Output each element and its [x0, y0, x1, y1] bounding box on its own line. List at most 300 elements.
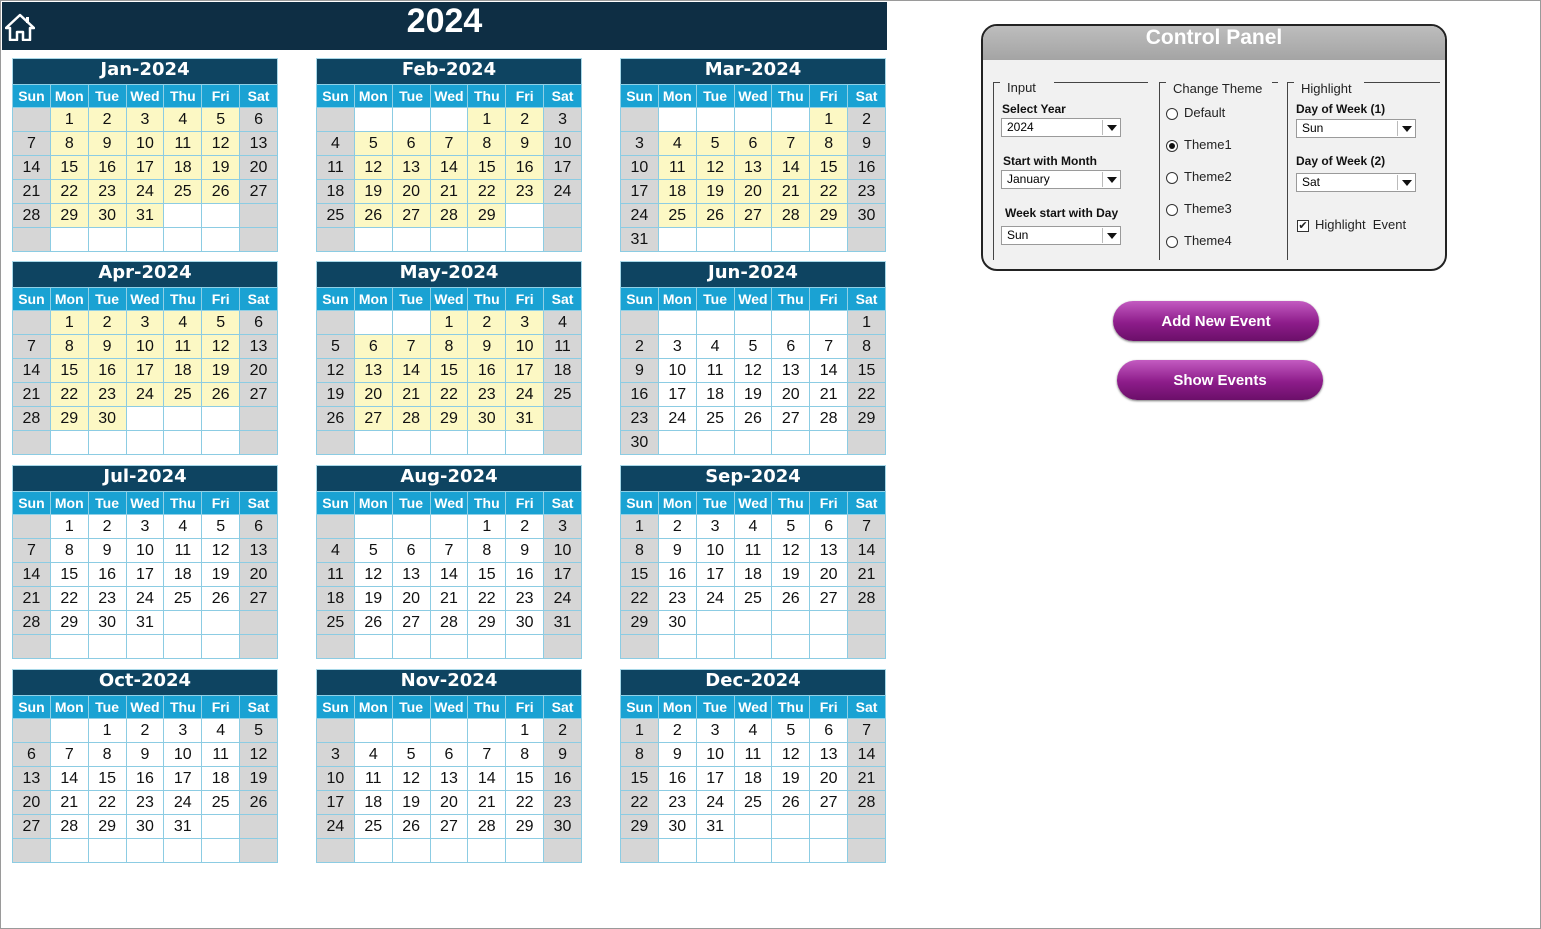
day-cell[interactable]: 16 — [126, 767, 164, 791]
day-cell[interactable]: 24 — [126, 180, 164, 204]
day-cell[interactable] — [772, 311, 810, 335]
start-month-dropdown[interactable] — [1001, 170, 1121, 189]
day-cell[interactable] — [696, 611, 734, 635]
day-cell[interactable]: 20 — [772, 383, 810, 407]
day-cell[interactable] — [392, 515, 430, 539]
day-cell[interactable]: 3 — [126, 311, 164, 335]
day-cell[interactable]: 28 — [430, 204, 468, 228]
day-cell[interactable] — [164, 204, 202, 228]
day-cell[interactable]: 4 — [544, 311, 582, 335]
day-cell[interactable]: 23 — [126, 791, 164, 815]
home-icon[interactable] — [5, 13, 35, 41]
day-cell[interactable] — [810, 228, 848, 252]
day-cell[interactable]: 8 — [848, 335, 886, 359]
day-cell[interactable]: 9 — [88, 335, 126, 359]
day-cell[interactable]: 8 — [88, 743, 126, 767]
day-cell[interactable] — [848, 839, 886, 863]
day-cell[interactable]: 8 — [50, 539, 88, 563]
day-cell[interactable]: 14 — [13, 563, 51, 587]
day-cell[interactable]: 20 — [13, 791, 51, 815]
day-cell[interactable]: 12 — [772, 539, 810, 563]
day-cell[interactable]: 13 — [810, 743, 848, 767]
day-cell[interactable]: 23 — [621, 407, 659, 431]
day-cell[interactable]: 23 — [544, 791, 582, 815]
radio-circle-icon[interactable] — [1166, 108, 1178, 120]
day-cell[interactable]: 29 — [50, 407, 88, 431]
day-cell[interactable]: 30 — [126, 815, 164, 839]
theme-radio[interactable] — [1166, 169, 1232, 184]
day-cell[interactable]: 5 — [354, 539, 392, 563]
day-cell[interactable]: 17 — [544, 156, 582, 180]
day-cell[interactable] — [13, 311, 51, 335]
day-cell[interactable] — [658, 311, 696, 335]
day-cell[interactable]: 4 — [734, 719, 772, 743]
day-cell[interactable] — [392, 108, 430, 132]
day-cell[interactable] — [50, 839, 88, 863]
day-cell[interactable]: 26 — [202, 587, 240, 611]
day-cell[interactable]: 18 — [696, 383, 734, 407]
day-cell[interactable]: 11 — [734, 743, 772, 767]
day-cell[interactable]: 29 — [810, 204, 848, 228]
day-cell[interactable]: 26 — [772, 587, 810, 611]
day-cell[interactable]: 15 — [848, 359, 886, 383]
day-cell[interactable]: 25 — [734, 791, 772, 815]
day-cell[interactable] — [202, 635, 240, 659]
day-cell[interactable] — [354, 108, 392, 132]
day-cell[interactable]: 8 — [506, 743, 544, 767]
day-cell[interactable]: 15 — [468, 156, 506, 180]
day-cell[interactable]: 8 — [468, 539, 506, 563]
day-cell[interactable] — [13, 431, 51, 455]
day-cell[interactable]: 4 — [734, 515, 772, 539]
day-cell[interactable] — [13, 108, 51, 132]
day-cell[interactable] — [810, 635, 848, 659]
day-cell[interactable]: 4 — [164, 311, 202, 335]
day-cell[interactable]: 12 — [734, 359, 772, 383]
day-cell[interactable]: 5 — [696, 132, 734, 156]
day-cell[interactable] — [696, 108, 734, 132]
day-cell[interactable]: 9 — [658, 539, 696, 563]
day-cell[interactable]: 27 — [392, 204, 430, 228]
day-cell[interactable]: 13 — [354, 359, 392, 383]
day-cell[interactable]: 11 — [202, 743, 240, 767]
day-cell[interactable]: 3 — [506, 311, 544, 335]
day-cell[interactable]: 6 — [13, 743, 51, 767]
chevron-down-icon[interactable] — [1102, 228, 1119, 243]
day-cell[interactable]: 29 — [506, 815, 544, 839]
day-cell[interactable]: 11 — [696, 359, 734, 383]
day-cell[interactable]: 26 — [772, 791, 810, 815]
day-cell[interactable]: 5 — [734, 335, 772, 359]
day-cell[interactable]: 7 — [810, 335, 848, 359]
day-cell[interactable] — [354, 431, 392, 455]
day-cell[interactable]: 28 — [430, 611, 468, 635]
week-start-dropdown[interactable] — [1001, 226, 1121, 245]
day-cell[interactable]: 20 — [734, 180, 772, 204]
day-cell[interactable]: 8 — [430, 335, 468, 359]
day-cell[interactable] — [468, 228, 506, 252]
day-cell[interactable]: 8 — [621, 539, 659, 563]
day-cell[interactable]: 27 — [772, 407, 810, 431]
day-cell[interactable] — [696, 431, 734, 455]
day-cell[interactable]: 22 — [810, 180, 848, 204]
day-cell[interactable]: 30 — [88, 407, 126, 431]
day-cell[interactable]: 5 — [354, 132, 392, 156]
day-cell[interactable]: 20 — [810, 563, 848, 587]
day-cell[interactable]: 14 — [50, 767, 88, 791]
day-cell[interactable]: 13 — [392, 156, 430, 180]
day-cell[interactable]: 1 — [506, 719, 544, 743]
day-cell[interactable] — [658, 431, 696, 455]
day-cell[interactable] — [240, 228, 278, 252]
day-cell[interactable]: 25 — [734, 587, 772, 611]
day-cell[interactable] — [164, 611, 202, 635]
day-cell[interactable] — [317, 719, 355, 743]
day-cell[interactable]: 29 — [621, 611, 659, 635]
day-cell[interactable]: 16 — [468, 359, 506, 383]
day-cell[interactable] — [772, 611, 810, 635]
day-cell[interactable]: 24 — [126, 587, 164, 611]
day-cell[interactable] — [468, 635, 506, 659]
day-cell[interactable]: 10 — [126, 132, 164, 156]
day-cell[interactable]: 10 — [621, 156, 659, 180]
day-cell[interactable]: 4 — [317, 539, 355, 563]
day-cell[interactable]: 31 — [126, 611, 164, 635]
day-cell[interactable]: 7 — [468, 743, 506, 767]
day-cell[interactable]: 22 — [848, 383, 886, 407]
day-cell[interactable]: 8 — [621, 743, 659, 767]
day-cell[interactable]: 31 — [544, 611, 582, 635]
day-cell[interactable] — [50, 431, 88, 455]
dow2-dropdown[interactable] — [1296, 173, 1416, 192]
day-cell[interactable]: 24 — [696, 791, 734, 815]
day-cell[interactable]: 22 — [468, 180, 506, 204]
day-cell[interactable]: 20 — [240, 156, 278, 180]
day-cell[interactable]: 17 — [696, 767, 734, 791]
day-cell[interactable]: 12 — [354, 156, 392, 180]
day-cell[interactable]: 16 — [544, 767, 582, 791]
day-cell[interactable] — [734, 635, 772, 659]
select-year-dropdown[interactable] — [1001, 118, 1121, 137]
day-cell[interactable] — [50, 635, 88, 659]
day-cell[interactable] — [696, 311, 734, 335]
day-cell[interactable]: 14 — [392, 359, 430, 383]
day-cell[interactable] — [544, 839, 582, 863]
day-cell[interactable]: 21 — [13, 383, 51, 407]
day-cell[interactable]: 15 — [50, 359, 88, 383]
day-cell[interactable] — [430, 228, 468, 252]
day-cell[interactable] — [164, 635, 202, 659]
day-cell[interactable]: 29 — [430, 407, 468, 431]
day-cell[interactable] — [848, 431, 886, 455]
day-cell[interactable]: 3 — [696, 515, 734, 539]
day-cell[interactable] — [50, 228, 88, 252]
day-cell[interactable] — [810, 839, 848, 863]
day-cell[interactable] — [354, 515, 392, 539]
day-cell[interactable] — [202, 839, 240, 863]
day-cell[interactable]: 19 — [317, 383, 355, 407]
day-cell[interactable] — [240, 611, 278, 635]
day-cell[interactable]: 31 — [506, 407, 544, 431]
day-cell[interactable]: 7 — [392, 335, 430, 359]
day-cell[interactable] — [430, 719, 468, 743]
day-cell[interactable]: 10 — [164, 743, 202, 767]
day-cell[interactable]: 7 — [13, 539, 51, 563]
day-cell[interactable]: 11 — [317, 563, 355, 587]
day-cell[interactable]: 15 — [430, 359, 468, 383]
day-cell[interactable]: 18 — [317, 587, 355, 611]
add-new-event-button[interactable]: Add New Event — [1113, 301, 1319, 341]
day-cell[interactable]: 21 — [13, 180, 51, 204]
day-cell[interactable]: 29 — [621, 815, 659, 839]
day-cell[interactable]: 13 — [810, 539, 848, 563]
day-cell[interactable]: 3 — [126, 515, 164, 539]
day-cell[interactable] — [392, 719, 430, 743]
day-cell[interactable] — [734, 431, 772, 455]
day-cell[interactable]: 11 — [734, 539, 772, 563]
day-cell[interactable] — [202, 407, 240, 431]
day-cell[interactable]: 22 — [621, 587, 659, 611]
day-cell[interactable]: 2 — [658, 515, 696, 539]
day-cell[interactable] — [468, 431, 506, 455]
day-cell[interactable]: 25 — [544, 383, 582, 407]
day-cell[interactable]: 9 — [544, 743, 582, 767]
day-cell[interactable]: 17 — [658, 383, 696, 407]
day-cell[interactable]: 12 — [202, 539, 240, 563]
day-cell[interactable]: 6 — [240, 108, 278, 132]
day-cell[interactable] — [126, 839, 164, 863]
day-cell[interactable]: 11 — [317, 156, 355, 180]
day-cell[interactable]: 14 — [468, 767, 506, 791]
day-cell[interactable]: 6 — [392, 539, 430, 563]
day-cell[interactable]: 17 — [506, 359, 544, 383]
day-cell[interactable] — [354, 228, 392, 252]
day-cell[interactable]: 17 — [544, 563, 582, 587]
day-cell[interactable]: 20 — [392, 587, 430, 611]
day-cell[interactable]: 6 — [354, 335, 392, 359]
day-cell[interactable]: 9 — [468, 335, 506, 359]
show-events-button[interactable]: Show Events — [1117, 360, 1323, 400]
day-cell[interactable]: 27 — [392, 611, 430, 635]
day-cell[interactable]: 27 — [430, 815, 468, 839]
day-cell[interactable]: 10 — [506, 335, 544, 359]
day-cell[interactable]: 4 — [658, 132, 696, 156]
day-cell[interactable]: 14 — [430, 563, 468, 587]
day-cell[interactable] — [317, 108, 355, 132]
radio-circle-icon[interactable] — [1166, 140, 1178, 152]
day-cell[interactable]: 19 — [240, 767, 278, 791]
highlight-event-checkbox[interactable] — [1297, 217, 1406, 232]
day-cell[interactable] — [468, 839, 506, 863]
day-cell[interactable]: 21 — [13, 587, 51, 611]
day-cell[interactable]: 19 — [354, 180, 392, 204]
day-cell[interactable]: 3 — [621, 132, 659, 156]
day-cell[interactable]: 25 — [202, 791, 240, 815]
day-cell[interactable]: 18 — [734, 563, 772, 587]
day-cell[interactable] — [544, 407, 582, 431]
day-cell[interactable]: 6 — [772, 335, 810, 359]
day-cell[interactable]: 3 — [164, 719, 202, 743]
day-cell[interactable]: 16 — [506, 563, 544, 587]
day-cell[interactable]: 29 — [88, 815, 126, 839]
day-cell[interactable]: 29 — [50, 204, 88, 228]
day-cell[interactable] — [734, 108, 772, 132]
day-cell[interactable]: 18 — [317, 180, 355, 204]
day-cell[interactable]: 27 — [734, 204, 772, 228]
day-cell[interactable] — [621, 108, 659, 132]
day-cell[interactable]: 5 — [392, 743, 430, 767]
day-cell[interactable] — [392, 839, 430, 863]
day-cell[interactable]: 3 — [317, 743, 355, 767]
day-cell[interactable]: 17 — [126, 359, 164, 383]
day-cell[interactable]: 1 — [430, 311, 468, 335]
day-cell[interactable]: 9 — [848, 132, 886, 156]
day-cell[interactable]: 4 — [696, 335, 734, 359]
day-cell[interactable] — [240, 635, 278, 659]
day-cell[interactable]: 9 — [506, 132, 544, 156]
day-cell[interactable] — [126, 407, 164, 431]
day-cell[interactable]: 21 — [430, 180, 468, 204]
day-cell[interactable]: 6 — [734, 132, 772, 156]
day-cell[interactable]: 2 — [621, 335, 659, 359]
day-cell[interactable]: 8 — [50, 335, 88, 359]
day-cell[interactable]: 3 — [696, 719, 734, 743]
day-cell[interactable] — [621, 635, 659, 659]
day-cell[interactable]: 17 — [621, 180, 659, 204]
radio-circle-icon[interactable] — [1166, 204, 1178, 216]
day-cell[interactable]: 12 — [392, 767, 430, 791]
day-cell[interactable]: 2 — [126, 719, 164, 743]
day-cell[interactable]: 30 — [506, 611, 544, 635]
day-cell[interactable]: 23 — [506, 180, 544, 204]
day-cell[interactable]: 24 — [658, 407, 696, 431]
day-cell[interactable] — [317, 228, 355, 252]
day-cell[interactable]: 7 — [13, 335, 51, 359]
day-cell[interactable]: 1 — [810, 108, 848, 132]
theme-radio[interactable] — [1166, 233, 1232, 248]
chevron-down-icon[interactable] — [1397, 175, 1414, 190]
day-cell[interactable] — [544, 431, 582, 455]
day-cell[interactable]: 10 — [696, 743, 734, 767]
day-cell[interactable]: 15 — [468, 563, 506, 587]
day-cell[interactable]: 18 — [164, 359, 202, 383]
day-cell[interactable]: 19 — [354, 587, 392, 611]
day-cell[interactable]: 2 — [506, 108, 544, 132]
day-cell[interactable]: 1 — [621, 515, 659, 539]
day-cell[interactable] — [202, 204, 240, 228]
day-cell[interactable]: 3 — [126, 108, 164, 132]
day-cell[interactable]: 5 — [202, 311, 240, 335]
theme-radio[interactable] — [1166, 137, 1232, 152]
day-cell[interactable]: 4 — [164, 108, 202, 132]
day-cell[interactable]: 14 — [13, 156, 51, 180]
day-cell[interactable]: 1 — [848, 311, 886, 335]
day-cell[interactable] — [772, 635, 810, 659]
day-cell[interactable]: 21 — [468, 791, 506, 815]
day-cell[interactable] — [430, 839, 468, 863]
day-cell[interactable]: 11 — [164, 539, 202, 563]
day-cell[interactable]: 14 — [810, 359, 848, 383]
day-cell[interactable] — [13, 635, 51, 659]
day-cell[interactable] — [126, 228, 164, 252]
day-cell[interactable]: 7 — [13, 132, 51, 156]
day-cell[interactable] — [392, 228, 430, 252]
day-cell[interactable] — [848, 611, 886, 635]
day-cell[interactable]: 14 — [13, 359, 51, 383]
day-cell[interactable]: 21 — [848, 563, 886, 587]
day-cell[interactable] — [734, 839, 772, 863]
day-cell[interactable] — [506, 204, 544, 228]
chevron-down-icon[interactable] — [1397, 121, 1414, 136]
day-cell[interactable]: 26 — [696, 204, 734, 228]
day-cell[interactable]: 3 — [544, 515, 582, 539]
day-cell[interactable]: 25 — [696, 407, 734, 431]
day-cell[interactable]: 31 — [621, 228, 659, 252]
day-cell[interactable] — [810, 431, 848, 455]
day-cell[interactable]: 19 — [772, 563, 810, 587]
day-cell[interactable]: 22 — [50, 383, 88, 407]
day-cell[interactable] — [88, 431, 126, 455]
day-cell[interactable]: 20 — [240, 563, 278, 587]
day-cell[interactable]: 6 — [240, 311, 278, 335]
day-cell[interactable]: 23 — [88, 587, 126, 611]
day-cell[interactable]: 29 — [468, 611, 506, 635]
day-cell[interactable] — [126, 431, 164, 455]
day-cell[interactable]: 16 — [621, 383, 659, 407]
day-cell[interactable]: 30 — [658, 815, 696, 839]
day-cell[interactable] — [734, 311, 772, 335]
dow1-dropdown[interactable] — [1296, 119, 1416, 138]
day-cell[interactable]: 13 — [734, 156, 772, 180]
day-cell[interactable]: 16 — [88, 359, 126, 383]
day-cell[interactable]: 4 — [164, 515, 202, 539]
day-cell[interactable]: 27 — [810, 587, 848, 611]
day-cell[interactable]: 2 — [506, 515, 544, 539]
day-cell[interactable] — [164, 839, 202, 863]
checkbox-check-icon[interactable]: ✔ — [1298, 219, 1308, 232]
day-cell[interactable]: 25 — [164, 383, 202, 407]
day-cell[interactable]: 28 — [772, 204, 810, 228]
day-cell[interactable] — [734, 228, 772, 252]
day-cell[interactable]: 19 — [734, 383, 772, 407]
day-cell[interactable]: 16 — [658, 767, 696, 791]
day-cell[interactable]: 28 — [50, 815, 88, 839]
day-cell[interactable]: 11 — [354, 767, 392, 791]
day-cell[interactable]: 30 — [468, 407, 506, 431]
day-cell[interactable]: 26 — [734, 407, 772, 431]
day-cell[interactable] — [810, 611, 848, 635]
day-cell[interactable]: 30 — [848, 204, 886, 228]
day-cell[interactable]: 12 — [696, 156, 734, 180]
chevron-down-icon[interactable] — [1102, 172, 1119, 187]
day-cell[interactable] — [544, 204, 582, 228]
day-cell[interactable]: 24 — [621, 204, 659, 228]
day-cell[interactable] — [317, 515, 355, 539]
day-cell[interactable] — [13, 228, 51, 252]
day-cell[interactable]: 10 — [544, 132, 582, 156]
day-cell[interactable]: 21 — [430, 587, 468, 611]
day-cell[interactable] — [50, 719, 88, 743]
day-cell[interactable]: 14 — [848, 743, 886, 767]
day-cell[interactable] — [696, 839, 734, 863]
day-cell[interactable]: 9 — [88, 132, 126, 156]
day-cell[interactable]: 16 — [658, 563, 696, 587]
day-cell[interactable]: 15 — [50, 156, 88, 180]
day-cell[interactable]: 18 — [734, 767, 772, 791]
day-cell[interactable]: 13 — [392, 563, 430, 587]
day-cell[interactable]: 27 — [240, 383, 278, 407]
day-cell[interactable]: 26 — [392, 815, 430, 839]
